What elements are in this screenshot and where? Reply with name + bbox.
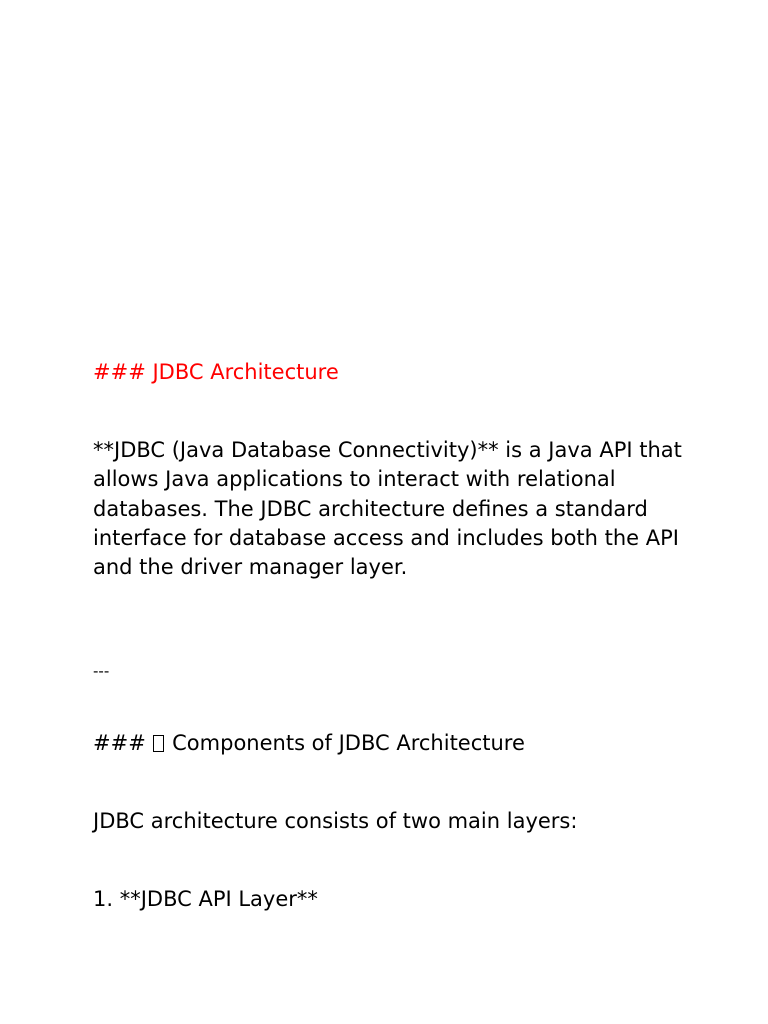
- heading-text: Components of JDBC Architecture: [165, 731, 525, 755]
- intro-paragraph: **JDBC (Java Database Connectivity)** is a Java API that allows Java applications to interact with relational databases. The JDBC architecture defines a standard interface for database access and includes both the API and the driver manager layer.: [93, 438, 689, 580]
- section-heading-components: [93, 729, 525, 758]
- list-item-jdbc-api-layer: 1. **JDBC API Layer**: [93, 887, 318, 911]
- layers-intro-text: JDBC architecture consists of two main layers:: [93, 809, 578, 833]
- heading-prefix: ###: [93, 731, 153, 755]
- horizontal-rule-text: ---: [93, 662, 110, 680]
- section-heading-jdbc-architecture: ### JDBC Architecture: [93, 360, 339, 384]
- missing-glyph-icon: [153, 735, 164, 752]
